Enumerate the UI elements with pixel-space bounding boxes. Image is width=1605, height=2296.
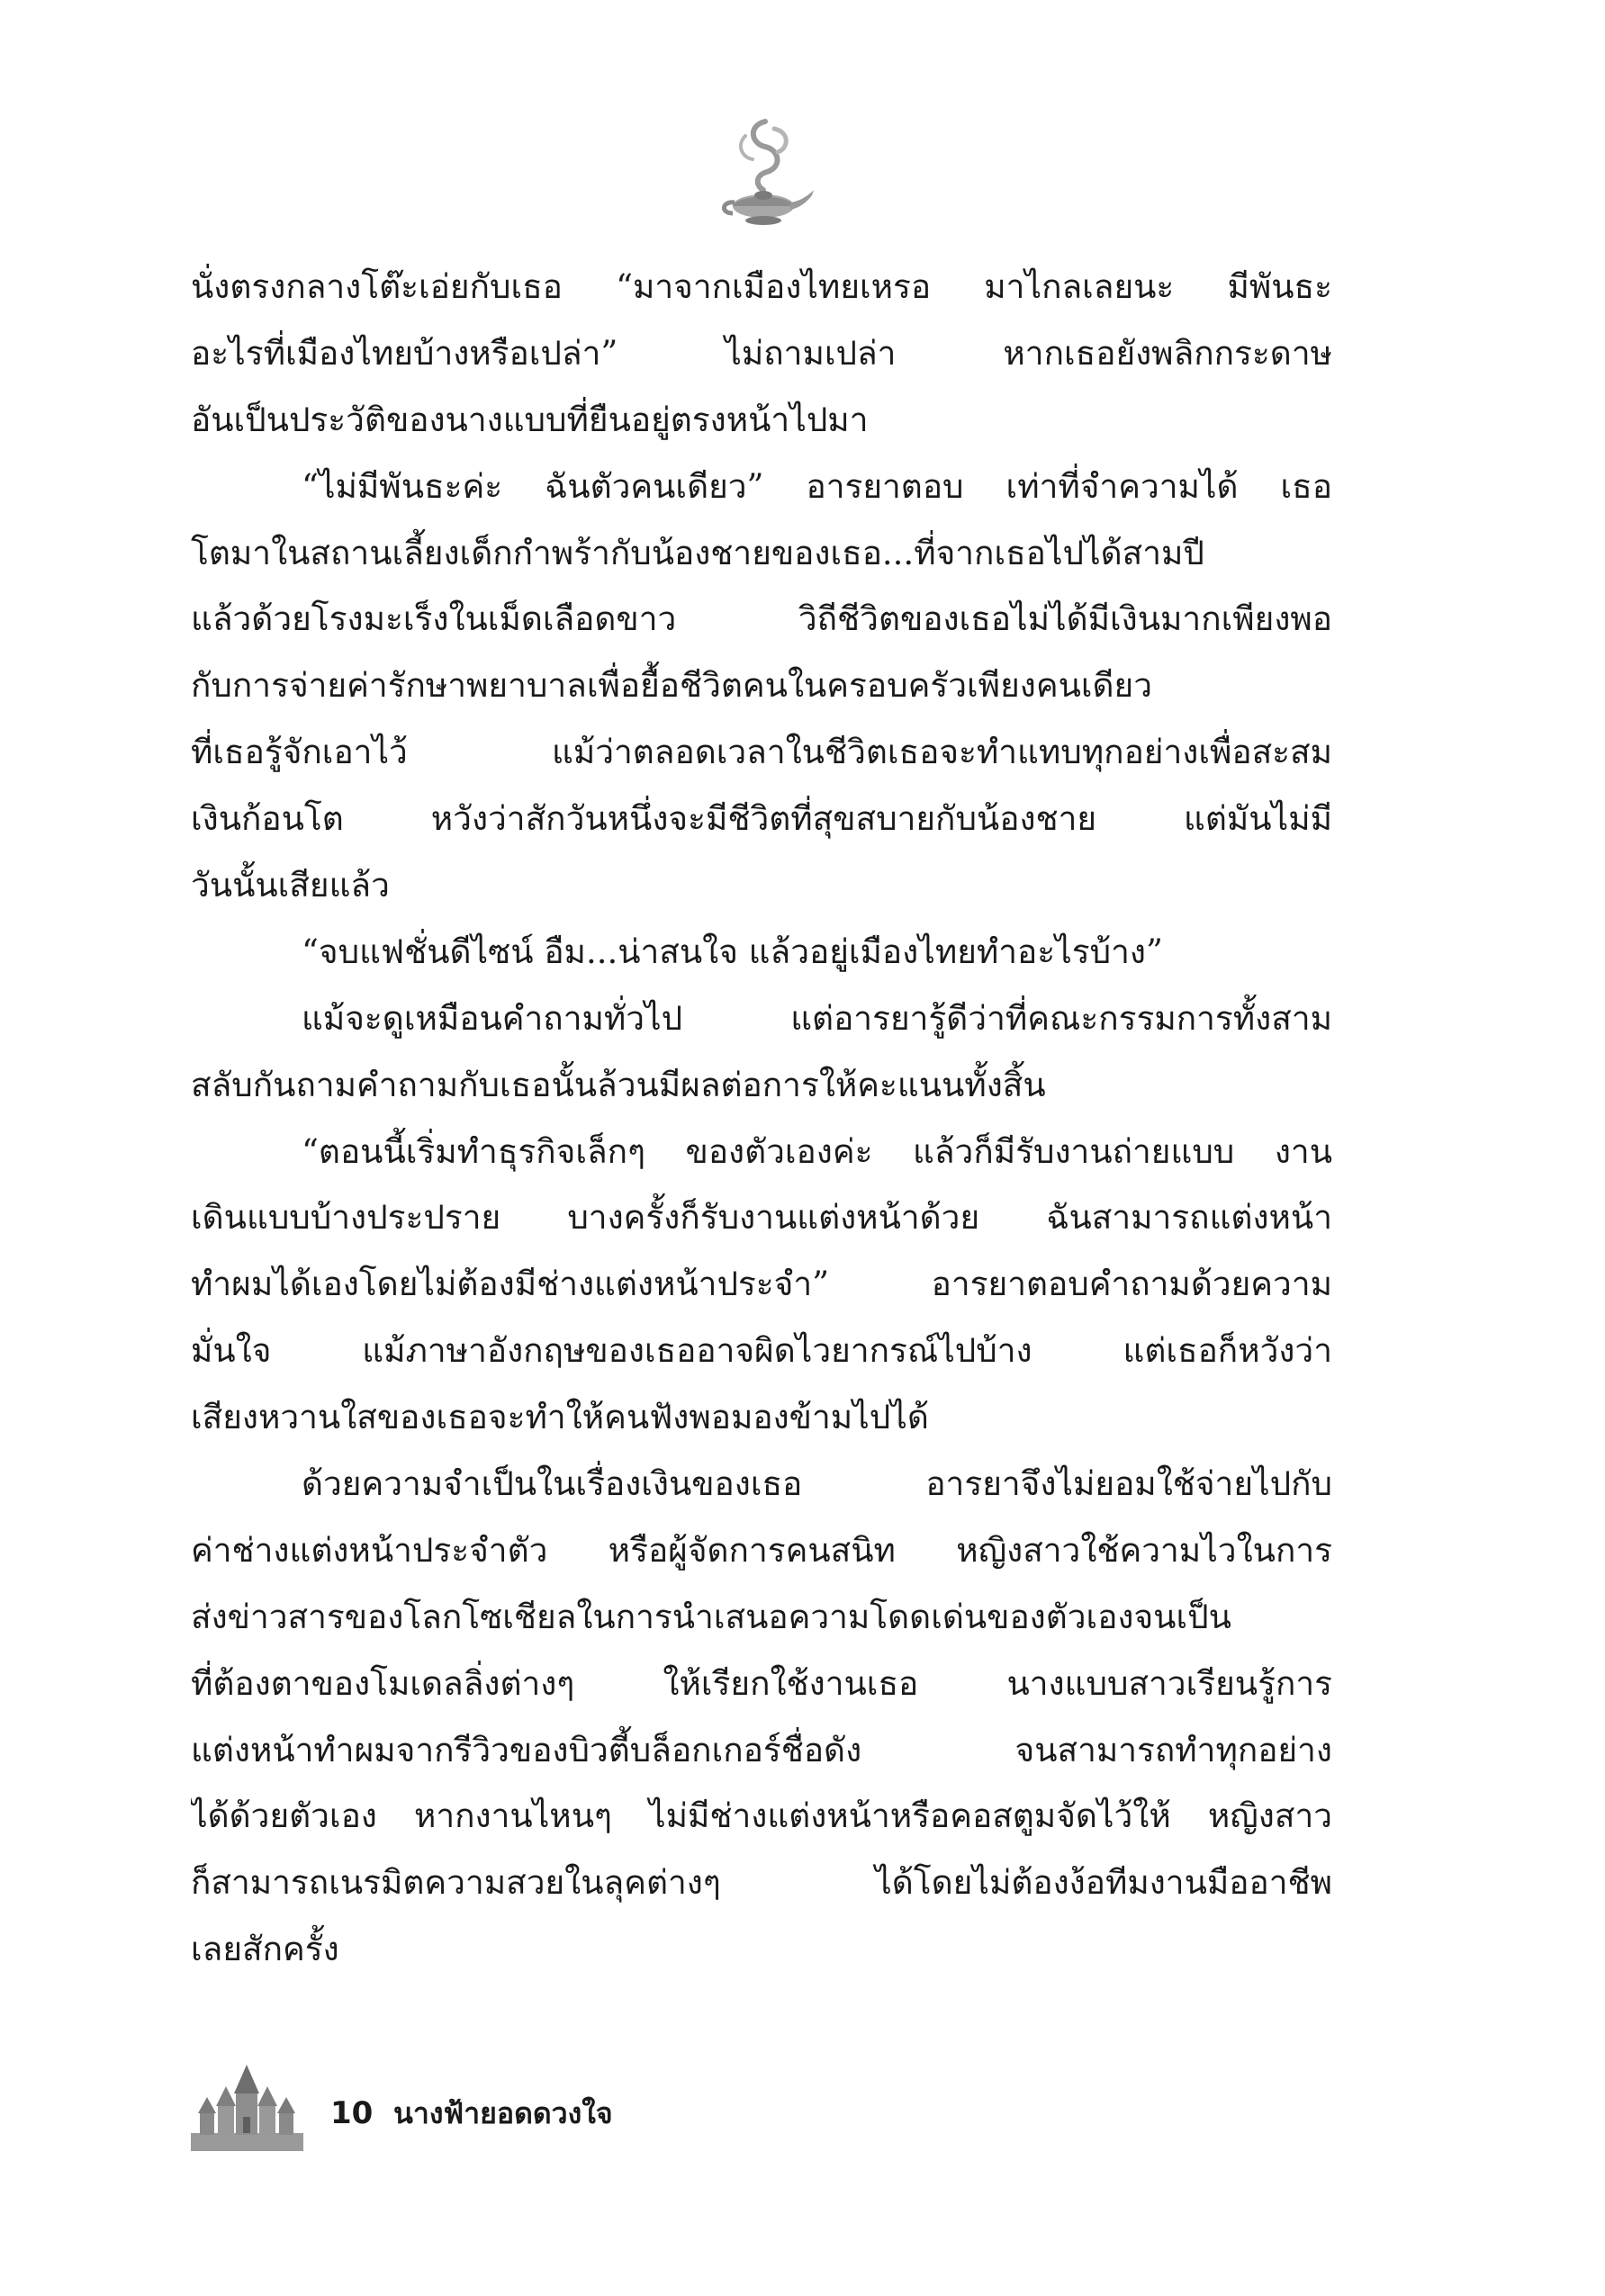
castle-icon <box>191 2061 303 2151</box>
text-line: แต่งหน้าทำผมจากรีวิวของบิวตี้บล็อกเกอร์ชื่อดัง จนสามารถทำทุกอย่าง <box>191 1730 1332 1769</box>
text-line: ค่าช่างแต่งหน้าประจำตัว หรือผู้จัดการคนสนิท หญิงสาวใช้ความไวในการ <box>191 1530 1332 1570</box>
text-line: ด้วยความจำเป็นในเรื่องเงินของเธอ อารยาจึงไม่ยอมใช้จ่ายไปกับ <box>302 1464 1332 1504</box>
text-line: เสียงหวานใสของเธอจะทำให้คนฟังพอมองข้ามไปได้ <box>191 1398 929 1437</box>
text-line: เดินแบบบ้างประปราย บางครั้งก็รับงานแต่งหน้าด้วย ฉันสามารถแต่งหน้า <box>191 1198 1332 1238</box>
text-line: “ตอนนี้เริ่มทำธุรกิจเล็กๆ ของตัวเองค่ะ แล้วก็มีรับงานถ่ายแบบ งาน <box>302 1131 1332 1171</box>
text-line: วันนั้นเสียแล้ว <box>191 866 390 905</box>
text-line: อันเป็นประวัติของนางแบบที่ยืนอยู่ตรงหน้าไปมา <box>191 400 869 439</box>
text-line: โตมาในสถานเลี้ยงเด็กกำพร้ากับน้องชายของเธอ...ที่จากเธอไปได้สามปี <box>191 533 1204 572</box>
body-text <box>191 254 1332 1983</box>
text-line: ที่ต้องตาของโมเดลลิ่งต่างๆ ให้เรียกใช้งานเธอ นางแบบสาวเรียนรู้การ <box>191 1663 1332 1703</box>
text-line: ก็สามารถเนรมิตความสวยในลุคต่างๆ ได้โดยไม่ต้องง้อทีมงานมืออาชีพ <box>191 1863 1332 1903</box>
page-footer <box>191 2061 911 2160</box>
text-line: เงินก้อนโต หวังว่าสักวันหนึ่งจะมีชีวิตที่สุขสบายกับน้องชาย แต่มันไม่มี <box>191 799 1332 839</box>
text-line: เลยสักครั้ง <box>191 1930 339 1969</box>
text-line: ที่เธอรู้จักเอาไว้ แม้ว่าตลอดเวลาในชีวิตเธอจะทำแทบทุกอย่างเพื่อสะสม <box>191 733 1332 772</box>
book-title: นางฟ้ายอดดวงใจ <box>393 2096 613 2130</box>
text-line: ทำผมได้เองโดยไม่ต้องมีช่างแต่งหน้าประจำ” อารยาตอบคำถามด้วยความ <box>191 1265 1332 1304</box>
text-line: ได้ด้วยตัวเอง หากงานไหนๆ ไม่มีช่างแต่งหน้าหรือคอสตูมจัดไว้ให้ หญิงสาว <box>191 1796 1332 1836</box>
text-line: กับการจ่ายค่ารักษาพยาบาลเพื่อยื้อชีวิตคนในครอบครัวเพียงคนเดียว <box>191 666 1152 706</box>
page-number: 10 <box>330 2095 374 2131</box>
text-line: “จบแฟชั่นดีไซน์ อืม...น่าสนใจ แล้วอยู่เมืองไทยทำอะไรบ้าง” <box>302 932 1163 971</box>
text-line: อะไรที่เมืองไทยบ้างหรือเปล่า” ไม่ถามเปล่า หากเธอยังพลิกกระดาษ <box>191 333 1332 373</box>
text-line: มั่นใจ แม้ภาษาอังกฤษของเธออาจผิดไวยากรณ์ไปบ้าง แต่เธอก็หวังว่า <box>191 1331 1332 1371</box>
text-line: สลับกันถามคำถามกับเธอนั้นล้วนมีผลต่อการให้คะแนนทั้งสิ้น <box>191 1065 1046 1104</box>
text-line: ส่งข่าวสารของโลกโซเชียลในการนำเสนอความโดดเด่นของตัวเองจนเป็น <box>191 1597 1231 1636</box>
text-line: แม้จะดูเหมือนคำถามทั่วไป แต่อารยารู้ดีว่าที่คณะกรรมการทั้งสาม <box>302 998 1332 1038</box>
text-line: แล้วด้วยโรงมะเร็งในเม็ดเลือดขาว วิถีชีวิตของเธอไม่ได้มีเงินมากเพียงพอ <box>191 599 1332 639</box>
text-line: “ไม่มีพันธะค่ะ ฉันตัวคนเดียว” อารยาตอบ เท่าที่จำความได้ เธอ <box>302 466 1332 506</box>
genie-lamp-icon <box>711 113 819 230</box>
text-line: นั่งตรงกลางโต๊ะเอ่ยกับเธอ “มาจากเมืองไทยเหรอ มาไกลเลยนะ มีพันธะ <box>191 267 1332 306</box>
